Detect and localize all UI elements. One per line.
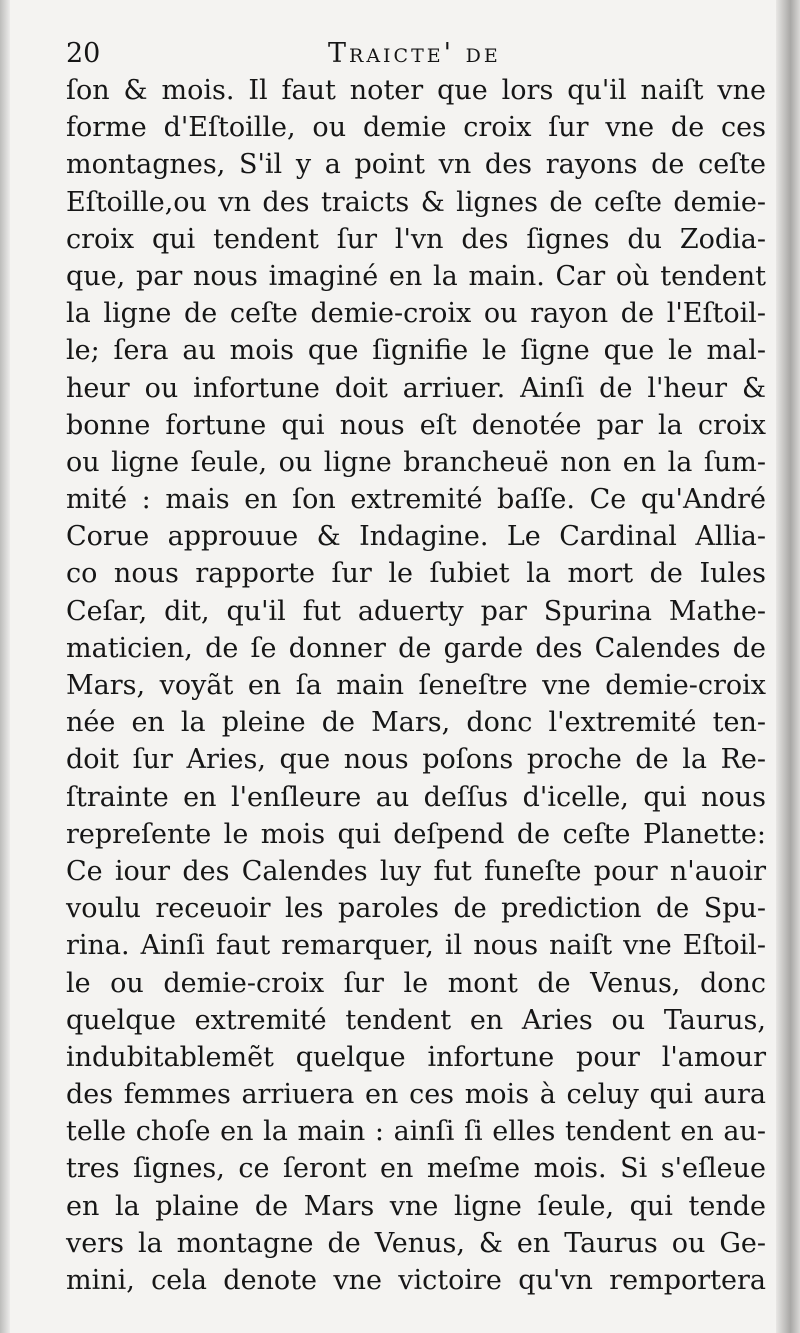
text-line: maticien, de ſe donner de garde des Calendes de [66, 632, 766, 664]
text-line: en la plaine de Mars vne ligne ſeule, qui tende [66, 1190, 766, 1222]
page-right-edge [776, 0, 800, 1333]
text-line: indubitablemẽt quelque infortune pour l'amour [66, 1041, 766, 1073]
text-line: forme d'Eſtoille, ou demie croix ſur vne de ces [66, 112, 766, 144]
text-line: ſtrainte en l'enſleure au deſſus d'icelle, qui nous [66, 781, 766, 813]
page-number: 20 [66, 38, 101, 69]
text-line: co nous rapporte ſur le ſubiet la mort de Iules [66, 558, 766, 590]
text-line: bonne fortune qui nous eſt denotée par la croix [66, 409, 766, 441]
text-line: Corue approuue & Indagine. Le Cardinal Allia- [66, 521, 766, 553]
text-line: tres ſignes, ce ſeront en meſme mois. Si s'eſleue [66, 1153, 766, 1185]
text-line: que, par nous imaginé en la main. Car où tendent [66, 260, 766, 292]
text-line: Mars, voyãt en ſa main ſeneſtre vne demie-croix [66, 670, 766, 701]
text-line: telle choſe en la main : ainſi ſi elles tendent en au- [66, 1116, 766, 1148]
text-line: doit ſur Aries, que nous poſons proche de la Re- [66, 744, 766, 776]
text-line: ou ligne ſeule, ou ligne brancheuë non en la ſum- [66, 446, 766, 478]
page-left-edge [0, 0, 10, 1333]
text-line: voulu receuoir les paroles de prediction de Spu- [66, 893, 766, 925]
text-line: le; ſera au mois que ſignifie le ſigne que le mal- [66, 335, 766, 367]
page-header [66, 36, 756, 72]
text-line: le ou demie-croix ſur le mont de Venus, donc [66, 967, 766, 999]
text-line: Ce iour des Calendes luy fut funeſte pour n'auoir [66, 855, 766, 887]
text-line: née en la pleine de Mars, donc l'extremité ten- [66, 707, 766, 739]
text-line: repreſente le mois qui deſpend de ceſte Planette: [66, 818, 766, 850]
text-line: heur ou infortune doit arriuer. Ainſi de l'heur & [66, 372, 766, 404]
text-line: quelque extremité tendent en Aries ou Taurus, [66, 1004, 766, 1036]
text-line: vers la montagne de Venus, & en Taurus ou Ge- [66, 1227, 766, 1259]
text-line: croix qui tendent ſur l'vn des ſignes du Zodia- [66, 223, 766, 255]
text-line: des femmes arriuera en ces mois à celuy qui aura [66, 1079, 766, 1111]
text-line: mini, cela denote vne victoire qu'vn remportera [66, 1265, 766, 1296]
text-line: ſon & mois. Il faut noter que lors qu'il naiſt vne [66, 75, 766, 106]
text-line: rina. Ainſi faut remarquer, il nous naiſt vne Eſtoil- [66, 930, 766, 962]
running-title: Traicte' de [328, 38, 501, 69]
text-line: montagnes, S'il y a point vn des rayons de ceſte [66, 149, 766, 181]
text-line: mité : mais en ſon extremité baſſe. Ce qu'André [66, 484, 766, 516]
text-line: Ceſar, dit, qu'il fut aduerty par Spurina Mathe- [66, 595, 766, 627]
text-line: Eſtoille,ou vn des traicts & lignes de ceſte demie- [66, 186, 766, 218]
text-line: la ligne de ceſte demie-croix ou rayon de l'Eſtoil- [66, 298, 766, 330]
body-text [66, 72, 766, 1299]
